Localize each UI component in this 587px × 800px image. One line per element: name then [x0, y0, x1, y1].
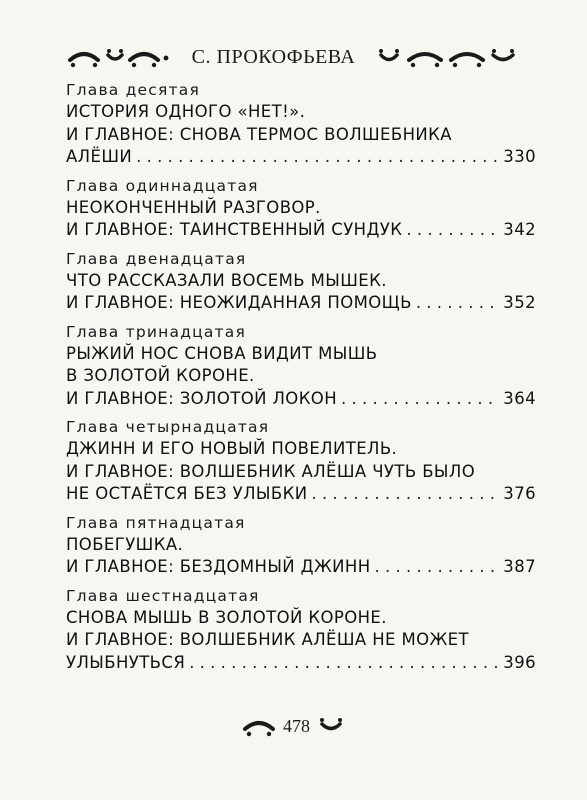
running-header [0, 40, 587, 74]
toc-chapter-13 [66, 322, 536, 411]
chapter-title-line: И ГЛАВНОЕ: НЕОЖИДАННАЯ ПОМОЩЬ [66, 293, 412, 312]
dot-leader [416, 292, 499, 315]
chapter-title-line: НЕ ОСТАЁТСЯ БЕЗ УЛЫБКИ [66, 484, 308, 503]
chapter-title-line: И ГЛАВНОЕ: СНОВА ТЕРМОС ВОЛШЕБНИКА [66, 124, 452, 144]
page-ref: 387 [503, 557, 536, 576]
page-ref: 364 [503, 388, 536, 408]
toc-chapter-10 [66, 80, 536, 169]
wave-ornament-icon [241, 715, 277, 737]
smile-ornament-icon [316, 715, 346, 737]
chapter-title-line: РЫЖИЙ НОС СНОВА ВИДИТ МЫШЬ [66, 343, 378, 363]
chapter-entry-with-page [66, 146, 536, 169]
dot-leader [375, 556, 500, 579]
chapter-title-line: ИСТОРИЯ ОДНОГО «НЕТ!». [66, 102, 306, 121]
dot-leader [406, 219, 499, 242]
chapter-label: Глава тринадцатая [66, 322, 247, 341]
chapter-entry-with-page [66, 292, 536, 315]
chapter-label: Глава пятнадцатая [66, 513, 246, 532]
toc-chapter-12 [66, 249, 536, 315]
chapter-title-line: И ГЛАВНОЕ: ВОЛШЕБНИК АЛЁША ЧУТЬ БЫЛО [66, 461, 476, 481]
chapter-entry-with-page [66, 388, 536, 411]
page-ref: 396 [503, 652, 536, 672]
page-ref: 330 [503, 147, 536, 166]
chapter-title-line: И ГЛАВНОЕ: ТАИНСТВЕННЫЙ СУНДУК [66, 220, 403, 239]
chapter-label: Глава двенадцатая [66, 249, 247, 268]
toc-chapter-16 [66, 586, 536, 675]
chapter-title-line: И ГЛАВНОЕ: ЗОЛОТОЙ ЛОКОН [66, 388, 338, 408]
chapter-label: Глава одиннадцатая [66, 176, 259, 195]
chapter-entry-with-page [66, 483, 536, 506]
toc-chapter-15 [66, 513, 536, 579]
chapter-title-line: УЛЫБНУТЬСЯ [66, 652, 186, 672]
dot-leader [136, 146, 499, 169]
smile-wave-ornament-icon [373, 46, 523, 68]
chapter-title-line: АЛЁШИ [66, 147, 133, 166]
chapter-title-line: ПОБЕГУШКА. [66, 534, 184, 554]
dot-leader [189, 652, 499, 675]
chapter-label: Глава десятая [66, 81, 200, 99]
chapter-label: Глава четырнадцатая [66, 418, 270, 436]
chapter-title-line: ЧТО РАССКАЗАЛИ ВОСЕМЬ МЫШЕК. [66, 270, 387, 290]
chapter-title-line: В ЗОЛОТОЙ КОРОНЕ. [66, 366, 255, 385]
running-footer [0, 712, 587, 740]
chapter-title-line: НЕОКОНЧЕННЫЙ РАЗГОВОР. [66, 197, 321, 217]
chapter-label: Глава шестнадцатая [66, 586, 260, 605]
wave-smile-ornament-icon [64, 46, 174, 68]
chapter-entry-with-page [66, 556, 536, 579]
chapter-entry-with-page [66, 652, 536, 675]
author-name: С. ПРОКОФЬЕВА [191, 45, 356, 68]
toc-chapter-11 [66, 176, 536, 242]
chapter-entry-with-page [66, 219, 536, 242]
chapter-title-line: ДЖИНН И ЕГО НОВЫЙ ПОВЕЛИТЕЛЬ. [66, 439, 398, 458]
dot-leader [311, 483, 499, 506]
dot-leader [341, 388, 499, 411]
toc-chapter-14 [66, 417, 536, 506]
page-number: 478 [283, 715, 310, 736]
page-ref: 342 [503, 220, 536, 239]
chapter-title-line: СНОВА МЫШЬ В ЗОЛОТОЙ КОРОНЕ. [66, 607, 387, 627]
chapter-title-line: И ГЛАВНОЕ: БЕЗДОМНЫЙ ДЖИНН [66, 557, 371, 576]
page-ref: 352 [503, 293, 536, 312]
page-ref: 376 [503, 484, 536, 503]
chapter-title-line: И ГЛАВНОЕ: ВОЛШЕБНИК АЛЁША НЕ МОЖЕТ [66, 630, 469, 649]
table-of-contents [66, 80, 536, 674]
